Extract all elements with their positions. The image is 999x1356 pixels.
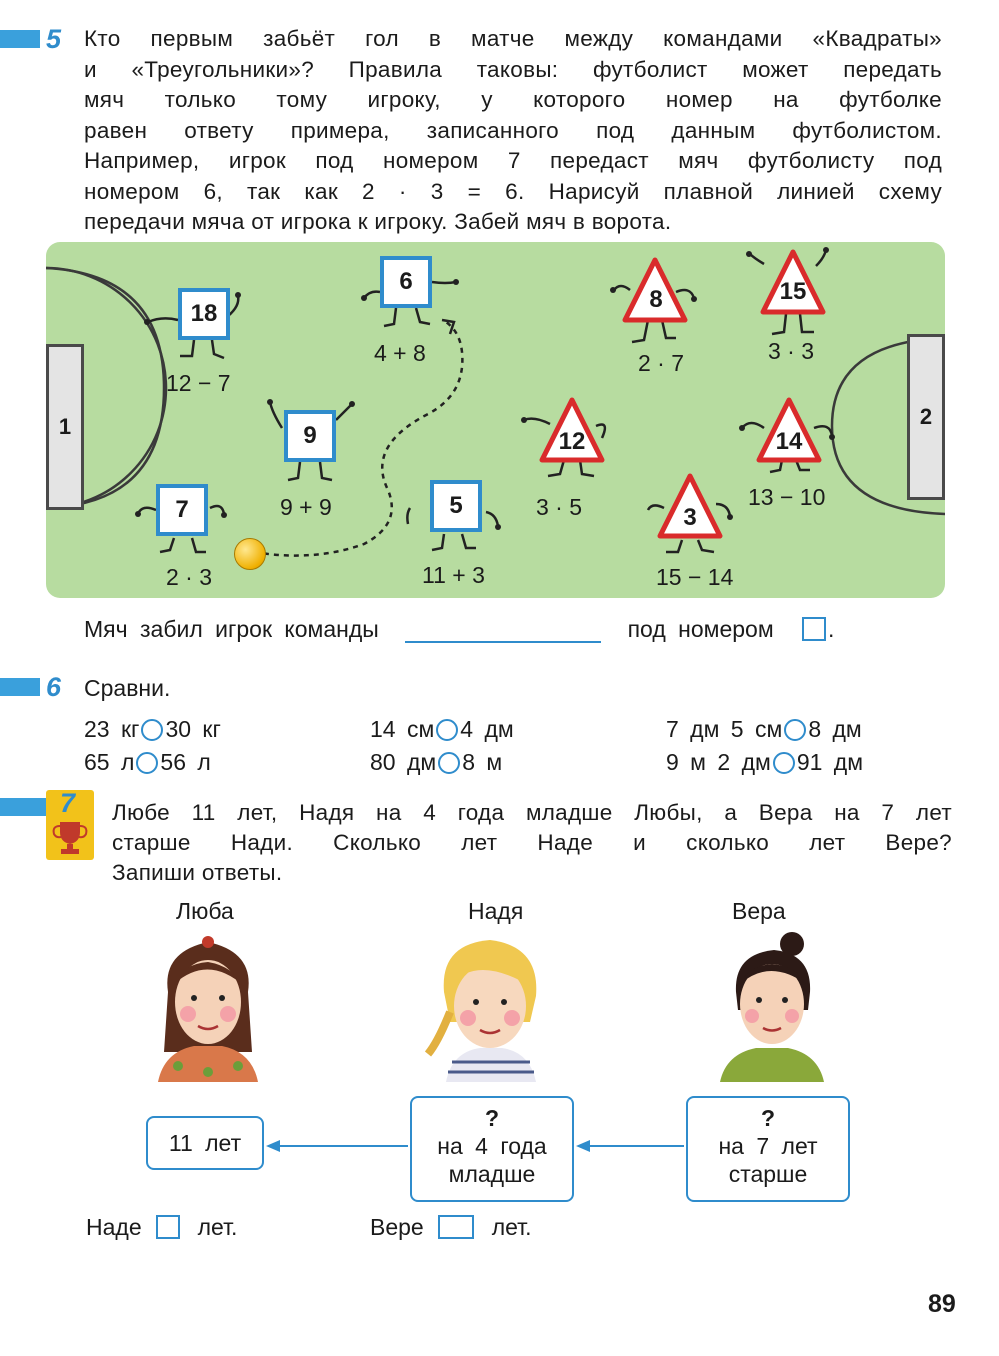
- compare-left: 9 м 2 дм: [666, 749, 771, 775]
- task-5-line: Например, игрок под номером 7 передаст мяч футболисту под: [84, 148, 942, 173]
- square-player-18: [142, 282, 262, 396]
- compare-circle[interactable]: [141, 719, 163, 741]
- player-expression: 12 − 7: [166, 370, 231, 396]
- compare-item: [666, 749, 863, 776]
- player-shirt: [380, 256, 432, 308]
- box-vera-question: ?: [760, 1105, 776, 1131]
- player-number: 9: [303, 422, 317, 449]
- box-vera-line1: на 7 лет: [718, 1133, 818, 1159]
- task-7-number: 7: [60, 788, 76, 818]
- answer-nadya-unit: лет.: [197, 1214, 238, 1240]
- compare-item: [666, 716, 862, 743]
- player-number: 14: [775, 428, 803, 455]
- lyuba-portrait: [148, 932, 268, 1082]
- name-nadya: Надя: [468, 898, 524, 924]
- compare-circle[interactable]: [438, 752, 460, 774]
- compare-left: 7 дм 5 см: [666, 716, 783, 742]
- task-6-number: 6: [46, 672, 62, 702]
- task-5-marker-bar: [0, 30, 40, 48]
- team-answer-line[interactable]: [405, 641, 601, 643]
- player-number: 8: [649, 286, 663, 313]
- compare-circle[interactable]: [136, 752, 158, 774]
- compare-item: [84, 716, 221, 743]
- player-number: 7: [175, 496, 189, 523]
- name-vera: Вера: [732, 898, 786, 924]
- task-5-line: передачи мяча от игрока к игроку. Забей мяч в ворота.: [84, 209, 672, 234]
- box-vera-line2: старше: [728, 1161, 808, 1187]
- player-expression: 11 + 3: [422, 562, 485, 588]
- nadya-age-box[interactable]: [156, 1215, 180, 1239]
- player-number: 6: [399, 268, 413, 295]
- goal-left-label: 1: [58, 414, 72, 439]
- compare-circle[interactable]: [773, 752, 795, 774]
- player-number: 3: [683, 504, 697, 531]
- task-5-line: и «Треугольники»? Правила таковы: футболист может передать: [84, 56, 942, 82]
- task-5-line: равен ответу примера, записанного под данным футболистом.: [84, 117, 942, 143]
- answer-nadya-label: Наде: [86, 1214, 142, 1240]
- player-shirt: [284, 410, 336, 462]
- answer-label-2: под номером: [627, 616, 774, 642]
- relation-arrows: [0, 1128, 999, 1168]
- compare-circle[interactable]: [436, 719, 458, 741]
- square-player-7: [126, 478, 246, 590]
- compare-right: 30 кг: [165, 716, 221, 742]
- compare-left: 23 кг: [84, 716, 140, 742]
- compare-item: [370, 749, 502, 776]
- answer-vera-unit: лет.: [491, 1214, 532, 1240]
- player-number: 5: [449, 492, 463, 519]
- vera-portrait: [712, 932, 832, 1082]
- task-5-line: мяч только тому игроку, у которого номер на футболке: [84, 87, 942, 112]
- compare-circle[interactable]: [784, 719, 806, 741]
- answer-period: .: [828, 616, 835, 642]
- answer-vera: [370, 1214, 532, 1241]
- compare-item: [370, 716, 514, 743]
- compare-right: 8 дм: [808, 716, 862, 742]
- box-nadya-line1: на 4 года: [437, 1133, 547, 1159]
- answer-nadya: [86, 1214, 237, 1241]
- name-lyuba: Люба: [176, 898, 234, 924]
- square-player-5: [398, 474, 518, 586]
- task-6-marker-bar: [0, 678, 40, 696]
- box-nadya-line2: младше: [448, 1161, 536, 1187]
- triangle-player-12: [520, 388, 630, 518]
- compare-left: 80 дм: [370, 749, 437, 775]
- compare-right: 91 дм: [796, 749, 864, 775]
- goal-right: [907, 334, 945, 500]
- triangle-player-15: [738, 244, 848, 364]
- nadya-portrait: [420, 932, 560, 1082]
- ball: [234, 538, 266, 570]
- task-5-line: номером 6, так как 2 · 3 = 6. Нарисуй плавной линией схему: [84, 178, 942, 204]
- player-number: 15: [779, 278, 807, 305]
- answer-vera-label: Вере: [370, 1214, 424, 1240]
- task-5-line: Кто первым забьёт гол в матче между командами «Квадраты»: [84, 26, 942, 51]
- goal-right-label: 2: [919, 404, 933, 429]
- player-expression: 13 − 10: [748, 484, 826, 510]
- player-number: 18: [190, 300, 218, 327]
- task-6-title: Сравни.: [84, 675, 171, 701]
- square-player-9: [256, 398, 376, 520]
- compare-right: 4 дм: [460, 716, 514, 742]
- compare-item: [84, 749, 211, 776]
- task-7-line: старше Нади. Сколько лет Наде и сколько лет Вере?: [112, 830, 952, 855]
- player-expression: 4 + 8: [374, 340, 426, 366]
- player-shirt: [156, 484, 208, 536]
- player-shirt: [430, 480, 482, 532]
- task-7-marker-bar: [0, 798, 46, 816]
- player-expression: 3 · 3: [768, 338, 815, 364]
- triangle-player-8: [602, 250, 712, 376]
- page-number: 89: [928, 1290, 956, 1318]
- compare-left: 14 см: [370, 716, 435, 742]
- box-nadya-question: ?: [484, 1105, 500, 1131]
- player-expression: 9 + 9: [280, 494, 332, 520]
- player-expression: 15 − 14: [656, 564, 734, 590]
- trophy-icon: [46, 818, 94, 858]
- task-7-line: Любе 11 лет, Надя на 4 года младше Любы, а Вера на 7 лет: [112, 800, 952, 825]
- compare-right: 8 м: [462, 749, 503, 775]
- goal-left: [46, 344, 84, 510]
- answer-label: Мяч забил игрок команды: [84, 616, 379, 642]
- box-lyuba-text: 11 лет: [168, 1130, 242, 1156]
- task-7-line: Запиши ответы.: [112, 860, 283, 885]
- player-number: 12: [558, 428, 586, 455]
- square-player-6: [356, 252, 476, 366]
- task-7-badge: [46, 790, 94, 860]
- vera-age-box[interactable]: [438, 1215, 474, 1239]
- player-number-answer-box[interactable]: [802, 617, 826, 641]
- football-field: [46, 242, 945, 598]
- triangle-player-3: [636, 464, 756, 594]
- player-shirt: [178, 288, 230, 340]
- compare-right: 56 л: [160, 749, 211, 775]
- player-expression: 2 · 7: [638, 350, 685, 376]
- player-expression: 2 · 3: [166, 564, 213, 590]
- task-5-answer: [84, 616, 834, 643]
- compare-left: 65 л: [84, 749, 135, 775]
- player-expression: 3 · 5: [536, 494, 583, 520]
- task-7-text: [112, 798, 952, 888]
- task-5-text: [84, 24, 942, 238]
- task-5-number: 5: [46, 24, 62, 54]
